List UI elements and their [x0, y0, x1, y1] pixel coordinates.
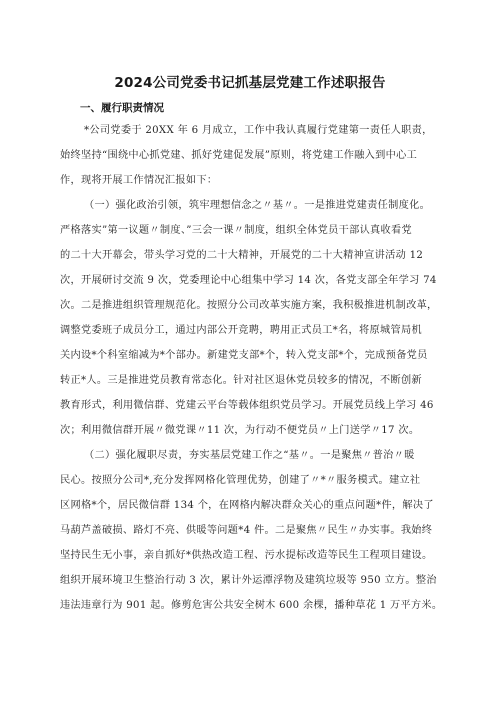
- body-line: 作，现将开展工作情况汇报如下：: [60, 175, 218, 186]
- body-line: 的二十大开幕会，带头学习党的二十大精神，开展党的二十大精神宣讲活动 12: [60, 250, 424, 261]
- body-line: 严格落实”第一议题〃制度、”三会一课〃制度，组织全体党员干部认真收看党: [60, 225, 412, 236]
- body-line: 次，开展研讨交流 9 次，党委理论中心组集中学习 14 次，各党支部全年学习 74: [60, 275, 437, 286]
- body-line: 马葫芦盖破损、路灯不亮、供暖等问题*4 件。二是聚焦〃民生〃办实事。我始终: [60, 525, 433, 536]
- document-title: 2024公司党委书记抓基层党建工作述职报告: [114, 75, 386, 91]
- body-line: 转正*人。三是推进党员教育常态化。针对社区退休党员较多的情况，不断创新: [60, 375, 422, 386]
- section-heading: 一、履行职责情况: [80, 102, 164, 114]
- body-line: *公司党委于 20XX 年 6 月成立，工作中我认真履行党建第一责任人职责，: [84, 125, 433, 136]
- body-line: 始终坚持“围绕中心抓党建、抓好党建促发展”原则，将党建工作融入到中心工: [60, 150, 418, 161]
- body-line: 次；利用微信群开展〃微党课〃11 次，为行动不便党员〃上门送学〃17 次。: [60, 425, 420, 436]
- body-line: 区网格*个，居民微信群 134 个，在网格内解决群众关心的重点问题*件，解决了: [60, 500, 434, 511]
- body-line: 组织开展环境卫生整治行动 3 次，累计外运潭浮物及建筑垃圾等 950 立方。整治: [60, 575, 437, 586]
- body-line: 坚持民生无小事，亲自抓好*供热改造工程、污水提标改造等民生工程项目建设。: [60, 550, 433, 561]
- body-line: 次。二是推进组织管理规范化。按照分公司改革实施方案，我积极推进机制改革，: [60, 300, 438, 311]
- body-line: （二）强化履职尽责，夯实基层党建工作之“基〃。一是聚焦〃普治〃暖: [84, 450, 415, 461]
- body-line: （一）强化政治引领，筑牢理想信念之〃基〃。一是推进党建责任制度化。: [84, 200, 431, 211]
- body-line: 违法违章行为 901 起。修剪危害公共安全树木 600 余棵，播种草花 1 万平方米。: [60, 600, 443, 611]
- body-line: 民心。按照分公司*,充分发挥网格化管理优势，创建了〃*〃服务模式。建立社: [60, 475, 421, 486]
- body-line: 调整党委班子成员分工，通过内部公开竞聘，聘用正式员工*名，将原城管局机: [60, 325, 422, 336]
- body-line: 教育形式，利用微信群、党建云平台等载体组织党员学习。开展党员线上学习 46: [60, 400, 434, 411]
- body-line: 关内设*个科室缩减为*个部办。新建党支部*个，转入党支部*个，完成预备党员: [60, 350, 428, 361]
